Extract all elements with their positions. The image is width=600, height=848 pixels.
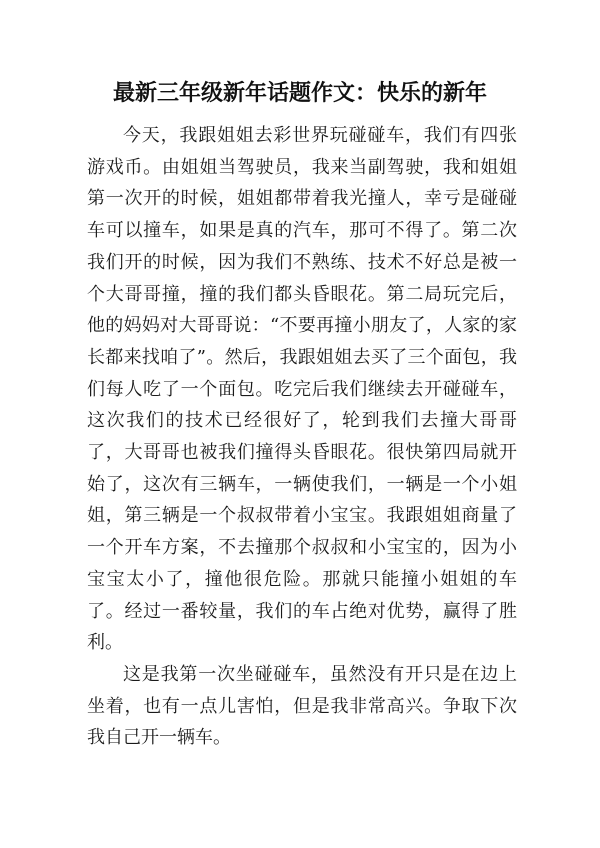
document-body <box>87 120 517 754</box>
paragraph-2: 这是我第一次坐碰碰车，虽然没有开只是在边上坐着，也有一点儿害怕，但是我非常高兴。争取下次我自己开一辆车。 <box>87 663 517 749</box>
document-title: 最新三年级新年话题作文：快乐的新年 <box>112 81 487 106</box>
paragraph-1: 今天，我跟姐姐去彩世界玩碰碰车，我们有四张游戏币。由姐姐当驾驶员，我来当副驾驶，我和姐姐第一次开的时候，姐姐都带着我光撞人，幸亏是碰碰车可以撞车，如果是真的汽车，那可不得了。第二次我们开的时候，因为我们不熟练、技术不好总是被一个大哥哥撞，撞的我们都头昏眼花。第二局玩完后，他的妈妈对大哥哥说：“不要再撞小朋友了，人家的家长都来找咱了”。然后，我跟姐姐去买了三个面包，我们每人吃了一个面包。吃完后我们继续去开碰碰车，这次我们的技术已经很好了，轮到我们去撞大哥哥了，大哥哥也被我们撞得头昏眼花。很快第四局就开始了，这次有三辆车，一辆使我们，一辆是一个小姐姐，第三辆是一个叔叔带着小宝宝。我跟姐姐商量了一个开车方案，不去撞那个叔叔和小宝宝的，因为小宝宝太小了，撞他很危险。那就只能撞小姐姐的车了。经过一番较量，我们的车占绝对优势，赢得了胜利。 <box>87 125 517 654</box>
